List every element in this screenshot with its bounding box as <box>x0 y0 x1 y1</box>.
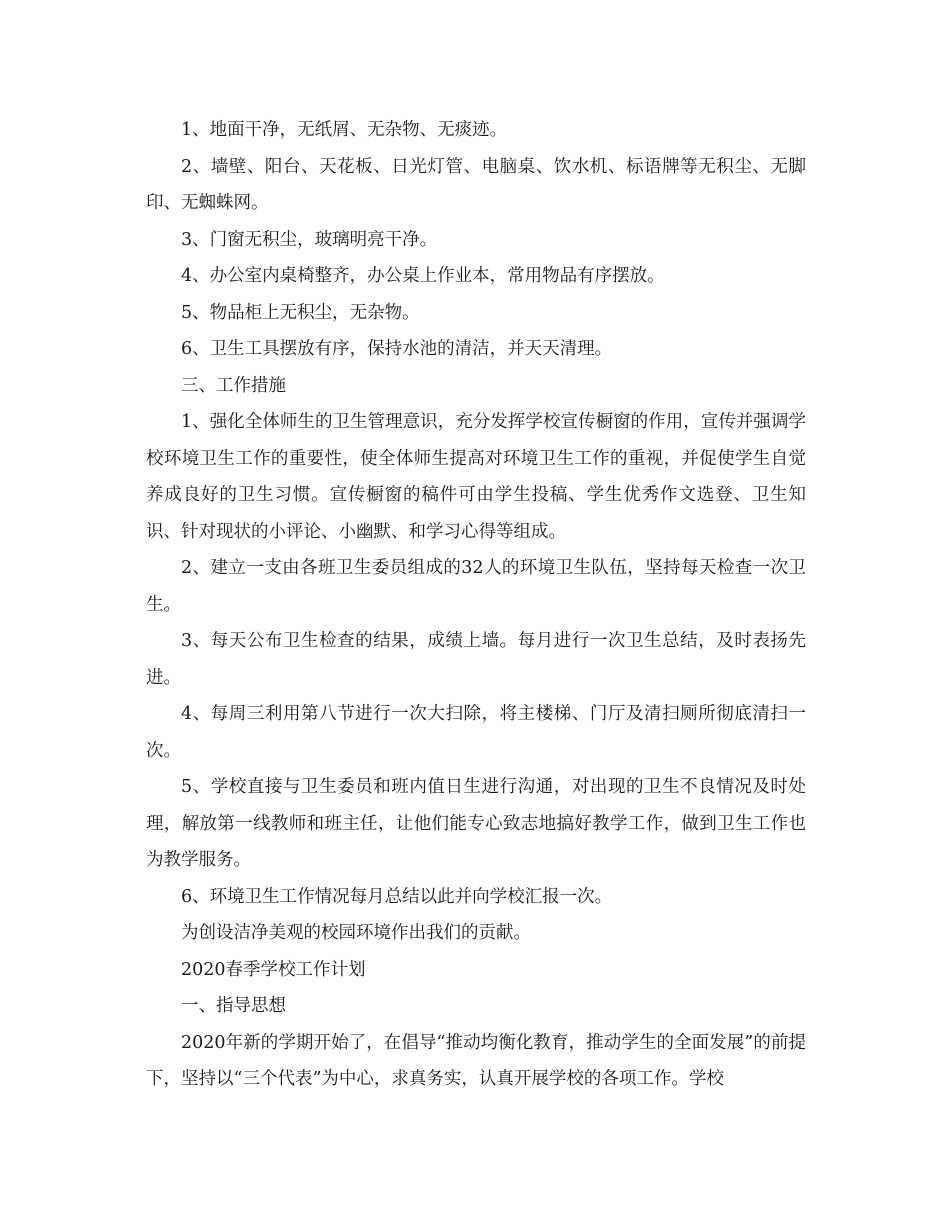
section-heading-measures: 三、工作措施 <box>181 375 286 396</box>
paragraph-measure-3: 3、每天公布卫生检查的结果，成绩上墙。每月进行一次卫生总结，及时表扬先进。 <box>146 631 806 688</box>
plan-title: 2020春季学校工作计划 <box>181 959 366 980</box>
paragraph-measure-1: 1、强化全体师生的卫生管理意识，充分发挥学校宣传橱窗的作用，宣传并强调学校环境卫生工作的重要性，使全体师生提高对环境卫生工作的重视，并促使学生自觉养成良好的卫生习惯。宣传橱窗的稿件可由学生投稿、学生优秀作文选登、卫生知识、针对现状的小评论、小幽默、和学习心得等组成。 <box>146 412 806 542</box>
paragraph-cleanliness-windows: 3、门窗无积尘，玻璃明亮干净。 <box>181 229 438 250</box>
paragraph-cleanliness-desks: 4、办公室内桌椅整齐，办公桌上作业本，常用物品有序摆放。 <box>181 266 665 286</box>
paragraph-guiding-ideology: 2020年新的学期开始了，在倡导“推动均衡化教育，推动学生的全面发展”的前提下，坚持以“三个代表”为中心，求真务实，认真开展学校的各项工作。学校 <box>146 1032 806 1089</box>
paragraph-measure-4: 4、每周三利用第八节进行一次大扫除，将主楼梯、门厅及清扫厕所彻底清扫一次。 <box>146 704 806 761</box>
paragraph-cleanliness-floor: 1、地面干净，无纸屑、无杂物、无痰迹。 <box>181 120 508 140</box>
paragraph-cleanliness-tools: 6、卫生工具摆放有序，保持水池的清洁，并天天清理。 <box>181 339 613 359</box>
paragraph-closing: 为创设洁净美观的校园环境作出我们的贡献。 <box>181 923 531 943</box>
section-heading-guiding-ideology: 一、指导思想 <box>181 996 286 1016</box>
paragraph-measure-6: 6、环境卫生工作情况每月总结以此并向学校汇报一次。 <box>181 886 613 907</box>
document-body <box>146 112 806 1098</box>
paragraph-measure-5: 5、学校直接与卫生委员和班内值日生进行沟通，对出现的卫生不良情况及时处理，解放第一线教师和班主任，让他们能专心致志地搞好教学工作，做到卫生工作也为教学服务。 <box>146 777 806 870</box>
paragraph-cleanliness-cabinets: 5、物品柜上无积尘，无杂物。 <box>181 302 420 323</box>
paragraph-measure-2: 2、建立一支由各班卫生委员组成的32人的环境卫生队伍，坚持每天检查一次卫生。 <box>146 558 806 615</box>
paragraph-cleanliness-walls: 2、墙壁、阳台、天花板、日光灯管、电脑桌、饮水机、标语牌等无积尘、无脚印、无蜘蛛网。 <box>146 156 806 213</box>
